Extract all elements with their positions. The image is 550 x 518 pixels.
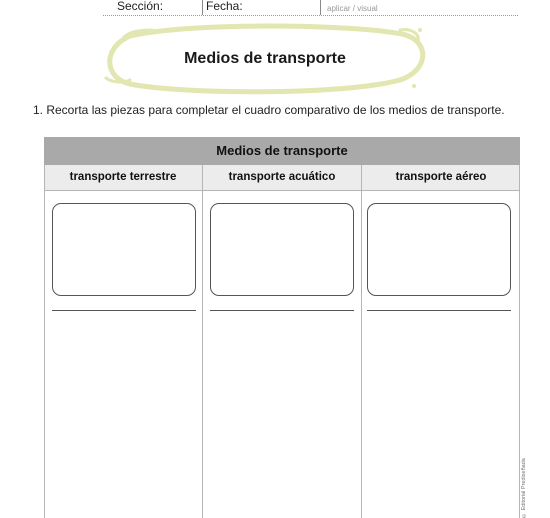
instruction-text: 1. Recorta las piezas para completar el cuadro comparativo de los medios de transporte. — [33, 103, 505, 117]
page-title: Medios de transporte — [184, 50, 346, 67]
cutout-drop-zone[interactable] — [367, 203, 511, 296]
writing-line[interactable] — [210, 310, 354, 311]
copyright-note: © Editorial Prediseñada — [521, 458, 527, 518]
column-header-air: transporte aéreo — [362, 165, 520, 191]
writing-line[interactable] — [367, 310, 511, 311]
column-cell-land — [45, 191, 202, 518]
section-label: Sección: — [117, 0, 164, 13]
comparison-table — [44, 137, 520, 518]
cutout-drop-zone[interactable] — [52, 203, 196, 296]
column-header-water: transporte acuático — [203, 165, 361, 191]
cutout-drop-zone[interactable] — [210, 203, 354, 296]
writing-line[interactable] — [52, 310, 196, 311]
column-cell-water — [203, 191, 361, 518]
title-banner — [100, 22, 430, 98]
header-divider — [320, 0, 321, 15]
worksheet-header-strip — [0, 0, 550, 16]
date-label: Fecha: — [206, 0, 243, 13]
table-border-right — [519, 165, 520, 518]
activity-hint: aplicar / visual — [327, 4, 378, 13]
header-divider — [202, 0, 203, 15]
column-header-land: transporte terrestre — [44, 165, 202, 191]
header-underline — [103, 15, 518, 16]
column-cell-air — [362, 191, 519, 518]
table-title: Medios de transporte — [44, 137, 520, 165]
